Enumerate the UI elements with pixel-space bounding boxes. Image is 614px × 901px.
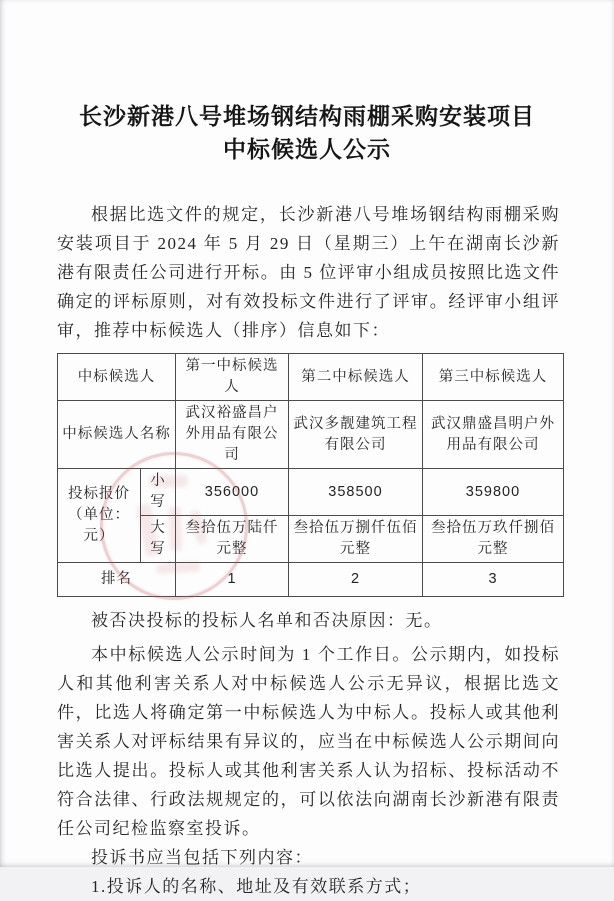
header-row-label: 中标候选人 [58,354,176,401]
candidate-2-price-numeric: 358500 [289,469,423,516]
document-body [57,200,560,901]
table-row-rank [58,563,564,597]
price-words-label: 大写 [141,516,176,563]
rejected-bidders-paragraph: 被否决投标的投标人名单和否决原因：无。 [91,611,443,630]
candidate-3-rank: 3 [423,563,564,597]
candidate-1-price-numeric: 356000 [176,469,289,516]
candidate-1-rank: 1 [176,563,289,597]
names-row-label: 中标候选人名称 [58,401,176,469]
bid-candidates-table [57,353,564,597]
publicity-period-paragraph: 本中标候选人公示时间为 1 个工作日。公示期内，如投标人和其他利害关系人对中标候选人公示无异议，根据比选文件，比选人将确定第一中标候选人为中标人。投标人或其他利害关系人对评标结果有异议的，应当在中标候选人公示期间向比选人提出。投标人或其他利害关系人认为招标、投标活动不符合法律、行政法规规定的，可以依法向湖南长沙新港有限责任公司纪检监察室投诉。 [57,645,560,838]
header-third-candidate: 第三中标候选人 [423,354,564,401]
candidate-2-rank: 2 [289,563,423,597]
price-row-label-line1: 投标报价 [68,486,130,502]
candidate-1-price-words: 叁拾伍万陆仟元整 [176,516,289,563]
candidate-2-price-words: 叁拾伍万捌仟伍佰元整 [289,516,423,563]
price-numeric-label: 小写 [141,469,176,516]
intro-paragraph: 根据比选文件的规定，长沙新港八号堆场钢结构雨棚采购安装项目于 2024 年 5 月 29 日（星期三）上午在湖南长沙新港有限责任公司进行开标。由 5 位评审小组成员按照比选文件确定的评标原则，对有效投标文件进行了评审。经评审小组评审，推荐中标候选人（排序）信息如下： [57,205,560,340]
complaint-intro-paragraph: 投诉书应当包括下列内容： [91,848,313,867]
page-title-line1: 长沙新港八号堆场钢结构雨棚采购安装项目 [79,103,535,129]
header-second-candidate: 第二中标候选人 [289,354,423,401]
complaint-item-1-paragraph: 1.投诉人的名称、地址及有效联系方式； [91,877,422,896]
candidate-2-name: 武汉多靓建筑工程有限公司 [289,401,423,469]
page-title [0,0,614,166]
candidate-3-name: 武汉鼎盛昌明户外用品有限公司 [423,401,564,469]
candidate-3-price-numeric: 359800 [423,469,564,516]
table-row-price-numeric [58,469,564,516]
price-row-label [58,469,141,563]
table-row-header [58,354,564,401]
page-title-line2: 中标候选人公示 [223,136,391,162]
table-row-candidate-names [58,401,564,469]
candidate-3-price-words: 叁拾伍万玖仟捌佰元整 [423,516,564,563]
rank-row-label: 排名 [58,563,176,597]
header-first-candidate: 第一中标候选人 [176,354,289,401]
candidate-1-name: 武汉裕盛昌户外用品有限公司 [176,401,289,469]
price-row-label-line2: （单位：元） [68,507,130,544]
